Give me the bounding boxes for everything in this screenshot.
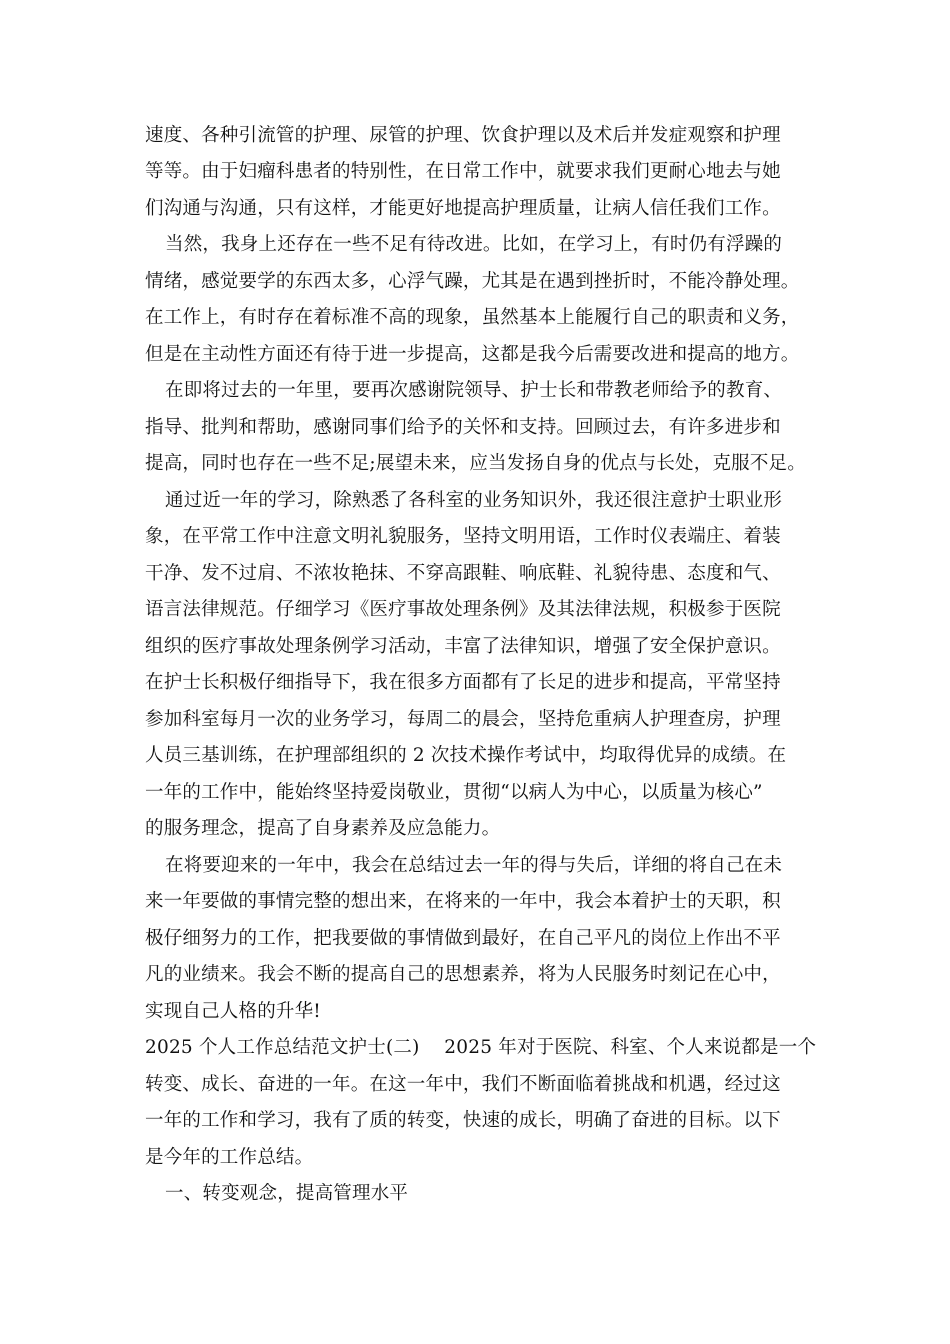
text-line: 的服务理念，提高了自身素养及应急能力。 [145, 818, 501, 839]
text-line: 们沟通与沟通，只有这样，才能更好地提高护理质量，让病人信任我们工作。 [145, 198, 781, 219]
text-line: 语言法律规范。仔细学习《医疗事故处理条例》及其法律法规，积极参于医院 [145, 599, 781, 620]
text-line: 象，在平常工作中注意文明礼貌服务，坚持文明用语，工作时仪表端庄、着装 [145, 526, 781, 547]
text-line: 极仔细努力的工作，把我要做的事情做到最好，在自己平凡的岗位上作出不平 [145, 928, 781, 949]
paragraph-start-line: 当然，我身上还存在一些不足有待改进。比如，在学习上，有时仍有浮躁的 [165, 234, 783, 255]
text-line: 来一年要做的事情完整的想出来，在将来的一年中，我会本着护士的天职，积 [145, 891, 781, 912]
text-line: 但是在主动性方面还有待于进一步提高，这都是我今后需要改进和提高的地方。 [145, 344, 800, 365]
section-heading-line: 2025 个人工作总结范文护士(二) 2025 年对于医院、科室、个人来说都是一个 [145, 1037, 817, 1058]
text-line: 是今年的工作总结。 [145, 1147, 314, 1168]
text-line: 转变、成长、奋进的一年。在这一年中，我们不断面临着挑战和机遇，经过这 [145, 1074, 781, 1095]
paragraph-start-line: 在即将过去的一年里，要再次感谢院领导、护士长和带教老师给予的教育、 [165, 380, 783, 401]
text-line: 等等。由于妇瘤科患者的特别性，在日常工作中，就要求我们更耐心地去与她 [145, 161, 781, 182]
paragraph-start-line: 在将要迎来的一年中，我会在总结过去一年的得与失后，详细的将自己在未 [165, 855, 783, 876]
text-line: 参加科室每月一次的业务学习，每周二的晨会，坚持危重病人护理查房，护理 [145, 709, 781, 730]
text-line: 情绪，感觉要学的东西太多，心浮气躁，尤其是在遇到挫折时，不能冷静处理。 [145, 271, 800, 292]
text-line: 一年的工作中，能始终坚持爱岗敬业，贯彻“以病人为中心，以质量为核心” [145, 782, 763, 803]
text-line: 速度、各种引流管的护理、尿管的护理、饮食护理以及术后并发症观察和护理 [145, 125, 781, 146]
text-line: 凡的业绩来。我会不断的提高自己的思想素养，将为人民服务时刻记在心中， [145, 964, 781, 985]
text-line: 干净、发不过肩、不浓妆艳抹、不穿高跟鞋、响底鞋、礼貌待患、态度和气、 [145, 563, 781, 584]
text-line: 一年的工作和学习，我有了质的转变，快速的成长，明确了奋进的目标。以下 [145, 1110, 781, 1131]
text-line: 在工作上，有时存在着标准不高的现象，虽然基本上能履行自己的职责和义务， [145, 307, 800, 328]
subheading-line: 一、转变观念，提高管理水平 [165, 1183, 409, 1204]
text-line: 在护士长积极仔细指导下，我在很多方面都有了长足的进步和提高，平常坚持 [145, 672, 781, 693]
text-line: 人员三基训练，在护理部组织的 2 次技术操作考试中，均取得优异的成绩。在 [145, 745, 787, 766]
text-line: 组织的医疗事故处理条例学习活动，丰富了法律知识，增强了安全保护意识。 [145, 636, 781, 657]
text-line: 实现自己人格的升华! [145, 1001, 321, 1022]
paragraph-start-line: 通过近一年的学习，除熟悉了各科室的业务知识外，我还很注意护士职业形 [165, 490, 783, 511]
text-line: 提高，同时也存在一些不足;展望未来，应当发扬自身的优点与长处，克服不足。 [145, 453, 806, 474]
text-line: 指导、批判和帮助，感谢同事们给予的关怀和支持。回顾过去，有许多进步和 [145, 417, 781, 438]
